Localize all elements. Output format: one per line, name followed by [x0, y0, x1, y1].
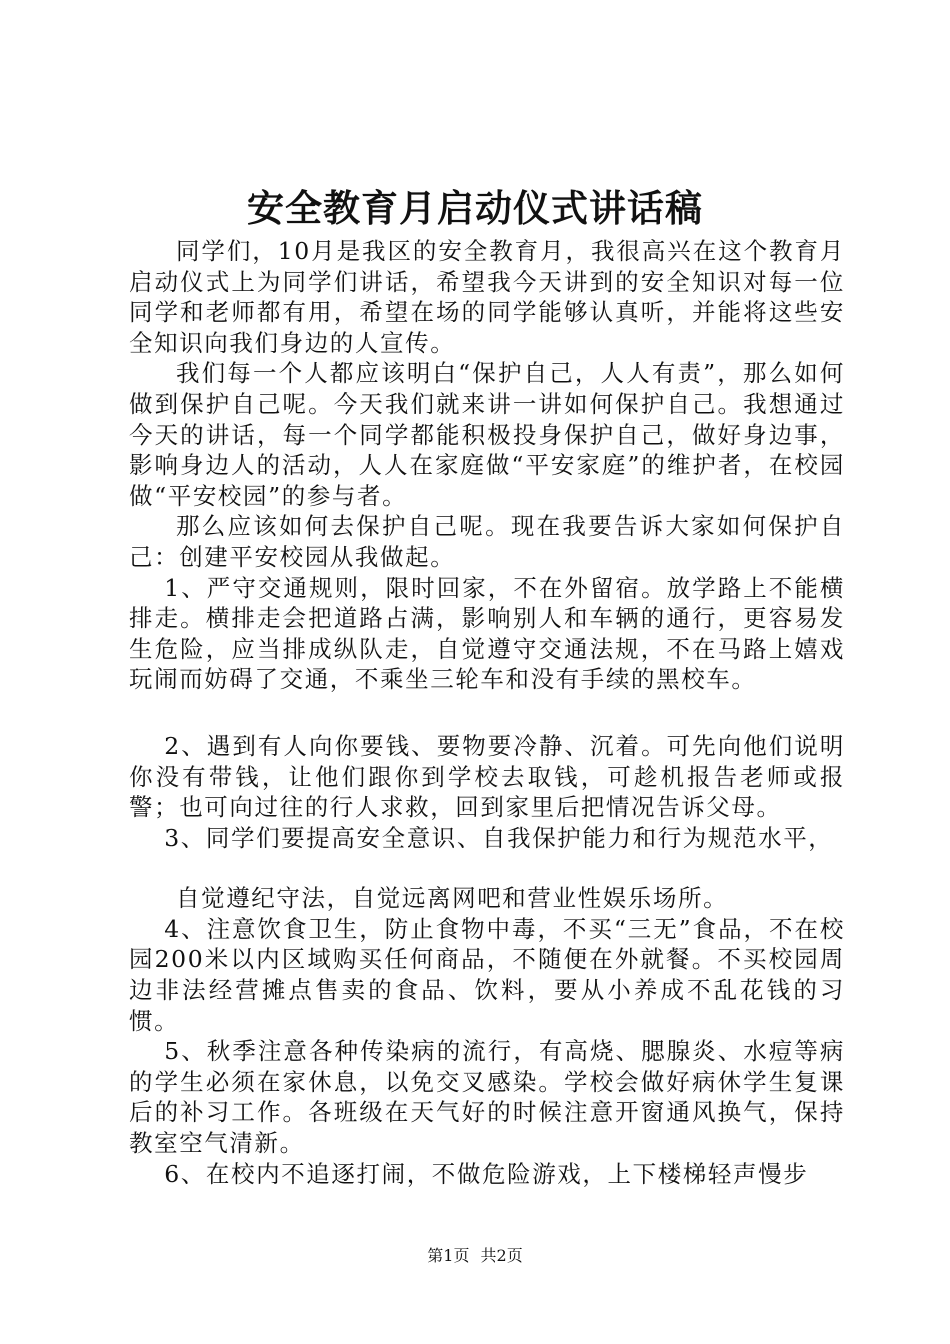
- paragraph-item-1: 1、严守交通规则，限时回家，不在外留宿。放学路上不能横排走。横排走会把道路占满，影响别人和车辆的通行，更容易发生危险，应当排成纵队走，自觉遵守交通法规，不在马路上嬉戏玩闹而妨碍了交通，不乘坐三轮车和没有手续的黑校车。: [129, 573, 845, 694]
- paragraph-item-4: 4、注意饮食卫生，防止食物中毒，不买“三无”食品，不在校园200米以内区域购买任何商品，不随便在外就餐。不买校园周边非法经营摊点售卖的食品、饮料，要从小养成不乱花钱的习惯。: [129, 914, 845, 1035]
- paragraph-item-6: 6、在校内不追逐打闹，不做危险游戏，上下楼梯轻声慢步: [164, 1159, 809, 1188]
- paragraph-item-3: 3、同学们要提高安全意识、自我保护能力和行为规范水平，: [164, 823, 834, 852]
- document-body: [129, 236, 845, 1189]
- page-number-current: 第1页: [427, 1246, 470, 1265]
- paragraph-how-to-protect: 那么应该如何去保护自己呢。现在我要告诉大家如何保护自己：创建平安校园从我做起。: [129, 512, 845, 571]
- paragraph-protect-yourself: 我们每一个人都应该明白“保护自己，人人有责”，那么如何做到保护自己呢。今天我们就来讲一讲如何保护自己。我想通过今天的讲话，每一个同学都能积极投身保护自己，做好身边事，影响身边人的活动，人人在家庭做“平安家庭”的维护者，在校园做“平安校园”的参与者。: [129, 359, 845, 510]
- paragraph-intro: 同学们，10月是我区的安全教育月，我很高兴在这个教育月启动仪式上为同学们讲话，希望我今天讲到的安全知识对每一位同学和老师都有用，希望在场的同学能够认真听，并能将这些安全知识向我们身边的人宣传。: [129, 237, 845, 357]
- paragraph-item-5: 5、秋季注意各种传染病的流行，有高烧、腮腺炎、水痘等病的学生必须在家休息，以免交叉感染。学校会做好病休学生复课后的补习工作。各班级在天气好的时候注意开窗通风换气，保持教室空气清新。: [129, 1037, 845, 1158]
- page-number-total: 共2页: [480, 1246, 523, 1265]
- document-title: 安全教育月启动仪式讲话稿: [247, 186, 703, 230]
- page-footer: [0, 1245, 950, 1267]
- paragraph-item-3-continued: 自觉遵纪守法，自觉远离网吧和营业性娱乐场所。: [176, 884, 729, 913]
- paragraph-item-2: 2、遇到有人向你要钱、要物要冷静、沉着。可先向他们说明你没有带钱，让他们跟你到学校去取钱，可趁机报告老师或报警；也可向过往的行人求救，回到家里后把情况告诉父母。: [129, 731, 845, 822]
